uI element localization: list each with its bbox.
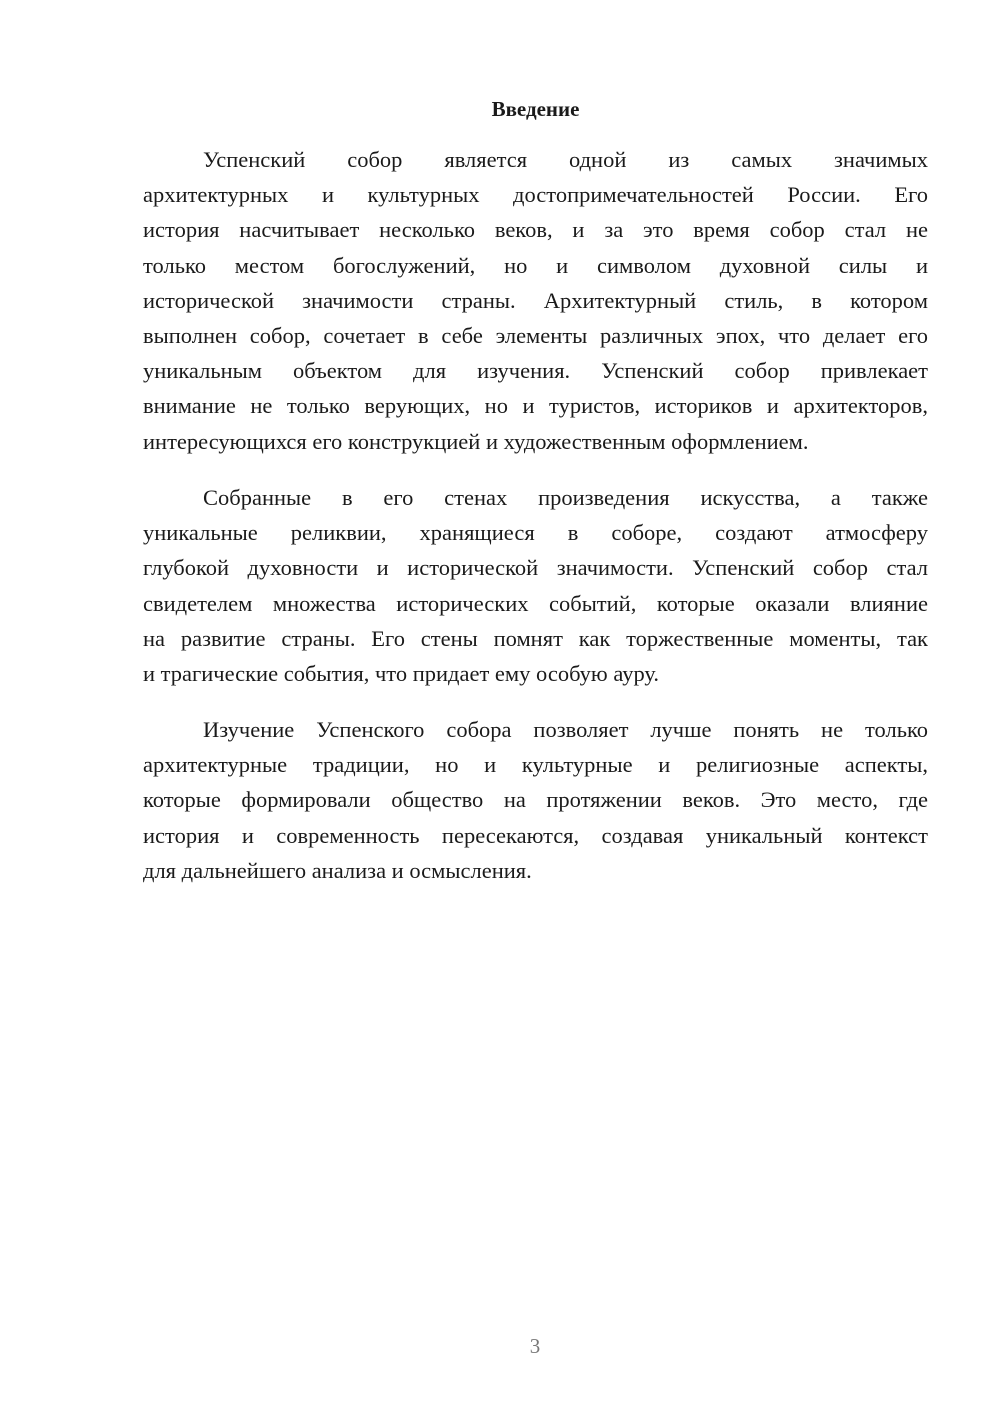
text-line: свидетелем множества исторических событий, которые оказали влияние xyxy=(143,590,928,616)
paragraph-1 xyxy=(143,142,928,459)
page-number: 3 xyxy=(529,1334,541,1358)
text-line: глубокой духовности и исторической значимости. Успенский собор стал xyxy=(143,555,928,581)
text-line: архитектурные традиции, но и культурные и религиозные аспекты, xyxy=(143,752,928,778)
text-line: интересующихся его конструкцией и художественным оформлением. xyxy=(143,428,809,454)
text-line: история и современность пересекаются, создавая уникальный контекст xyxy=(143,822,928,848)
text-line: архитектурных и культурных достопримечательностей России. Его xyxy=(143,182,928,208)
text-line: уникальные реликвии, хранящиеся в соборе, создают атмосферу xyxy=(143,520,928,546)
text-line: и трагические события, что придает ему особую ауру. xyxy=(143,660,660,686)
text-line: Изучение Успенского собора позволяет лучше понять не только xyxy=(203,717,928,742)
text-line: на развитие страны. Его стены помнят как торжественные моменты, так xyxy=(143,625,928,651)
paragraph-2 xyxy=(143,480,928,691)
text-line: которые формировали общество на протяжении веков. Это место, где xyxy=(143,787,928,813)
title-text: Введение xyxy=(491,97,580,121)
text-line: история насчитывает несколько веков, и за это время собор стал не xyxy=(143,217,928,243)
text-line: Собранные в его стенах произведения искусства, а также xyxy=(203,485,928,510)
text-line: внимание не только верующих, но и туристов, историков и архитекторов, xyxy=(143,393,928,419)
paragraph-3 xyxy=(143,712,928,888)
text-line: для дальнейшего анализа и осмысления. xyxy=(143,857,532,883)
text-line: Успенский собор является одной из самых значимых xyxy=(203,147,928,172)
text-line: только местом богослужений, но и символом духовной силы и xyxy=(143,252,928,278)
text-line: исторической значимости страны. Архитектурный стиль, в котором xyxy=(143,287,928,313)
text-line: уникальным объектом для изучения. Успенский собор привлекает xyxy=(143,358,928,384)
text-line: выполнен собор, сочетает в себе элементы различных эпох, что делает его xyxy=(143,322,928,348)
page-title xyxy=(143,97,928,122)
